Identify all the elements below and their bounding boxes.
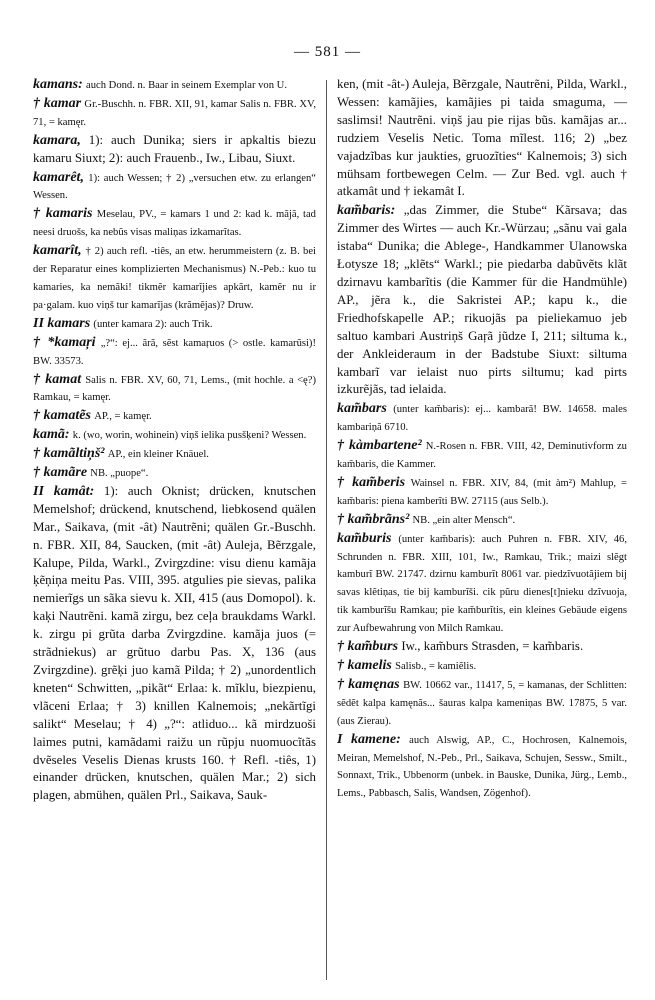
entry-headword: kam̃buris [337, 530, 392, 546]
entry-headword: † kam̃brãns² [337, 511, 410, 527]
entry-headword: † kamãltiņš² [33, 446, 105, 462]
entry-headword: II kamars [33, 315, 91, 331]
entry-headword: † kamelis [337, 658, 392, 673]
entry-headword: † kamatẽs [33, 408, 91, 424]
dictionary-entry [33, 242, 316, 314]
dictionary-entry [33, 371, 316, 407]
dictionary-entry [337, 437, 627, 473]
dictionary-entry [33, 76, 316, 94]
page-number: — 581 — [294, 44, 361, 60]
entry-headword: kamarît, [33, 243, 82, 259]
entry-text: 1): auch Dunika; siers ir apkaltis biezu kamaru Siuxt; 2): auch Frauenb., Iw., Libau, Siuxt. [33, 132, 316, 165]
entry-text: „?“: ej... ãrã, sẽst kamaŗuos (> ostle. kamarũsi)! BW. 33573. [33, 337, 316, 367]
dictionary-entry [33, 334, 316, 370]
entry-headword: † kam̃burs [337, 639, 399, 655]
entry-headword: † *kamaŗi [33, 334, 96, 350]
dictionary-entry [337, 474, 627, 510]
dictionary-entry [33, 95, 316, 131]
entry-headword: I kamene: [337, 731, 401, 747]
dictionary-entry [33, 407, 316, 425]
entry-text: Salis n. FBR. XV, 60, 71, Lems., (mit hochle. a <ę?) Ramkau, = kamęr. [33, 374, 316, 404]
entry-headword: † kamãre [33, 465, 88, 481]
dictionary-entry [337, 676, 627, 730]
dictionary-entry [33, 132, 316, 168]
entry-headword: † kamęnas [337, 676, 400, 692]
entry-text: 1): auch Wessen; † 2) „versuchen etw. zu erlangen“ Wessen. [33, 172, 316, 202]
entry-text: auch Alswig, AP., C., Hochrosen, Kalnemois, Meiran, Memelshof, N.-Peb., Prl., Saikava, Schujen, Sessw., Smilt., Sonnaxt, Trik., Ubbenorm (unbek. in Bauske, Dunika, Jürg., Lemb., Lems., Pabbasch, Salis, Wandsen, Zögenhof). [337, 734, 627, 800]
entry-text: Meselau, PV., = kamars 1 und 2: kad k. mãjã, tad neesi druošs, ka nebũs visas maliņas izkamarĩtas. [33, 209, 316, 239]
entry-headword: II kamât: [33, 483, 95, 499]
entry-text: Wainsel n. FBR. XIV, 84, (mit àm²) Mahlup, = kam̃baris: piena kamberĩti BW. 27115 (aus Selb.). [337, 477, 627, 507]
entry-text: Salisb., = kamiẽlis. [395, 661, 477, 672]
left-column [33, 76, 316, 806]
dictionary-entry [33, 169, 316, 205]
entry-headword: † kamar [33, 95, 82, 111]
dictionary-entry [337, 638, 627, 656]
entry-text: auch Dond. n. Baar in seinem Exemplar von U. [86, 80, 287, 91]
entry-text: Gr.-Buschh. n. FBR. XII, 91, kamar Salis n. FBR. XV, 71, = kamęr. [33, 98, 316, 128]
entry-headword: kamarêt, [33, 169, 84, 185]
dictionary-entry [33, 445, 316, 463]
entry-text: BW. 10662 var., 11417, 5, = kamanas, der Schlitten: sẽdẽt kalpa kamęnãs... šauras kalpa kameniņas BW. 17875, 5 var. (aus Zierau). [337, 679, 628, 727]
entry-headword: † kam̃beris [337, 474, 406, 490]
entry-headword: kamã: [33, 427, 70, 443]
entry-text: 1): auch Oknist; drücken, knutschen Memelshof; drückend, knutschend, liebkosend quälen Mar., Saikava, (mit -ât) Nautrẽni; quälen Gr.-Buschh. n. FBR. XII, 84, Saucken, (mit -ât) Auleja, Bẽrzgale, Kalupe, Pilda, Warkl., Zvirgzdine: visu dienu kamãja ķẽņiņa meitu Pas. VIII, 395. atgulies pie sievas, palika nemierĩgs un sãka sievu k. XII, 415 (aus Domopol). k. kaķi Nautrẽni. kamã zirgu, bez ceļa braukdams Warkl. k. zirgu pi grũta darba Zvirgzdine. kamãja juos (= strãdniekus) ar grũtuo darbu Pas. X, 136 (aus Zvirgzdine). grẽķi juo kamã Pilda; † 2) „unordentlich kneten“ Schwitten, „pikãt“ Erlaa: k. mĩklu, biezpienu, vlãceni Erlaa; † 3) knillen Kalnemois; „nekãrtĩgi salikt“ Meselau; † 4) „?“: atliduo... kã mirdzuoši laimes putni, kamãdami raižu un rũpju nuomuocĩtãs dvẽseles Veselis Dienas krusts 160. † Refl. -tiês, 1) einander drücken, knutschen, quälen Mar.; 2) sich plagen, abmühen, quälen Prl., Saikava, Sauk- [33, 483, 316, 803]
dictionary-entry [33, 483, 316, 805]
column-divider [326, 80, 327, 980]
right-column [337, 76, 627, 803]
entry-text: N.-Rosen n. FBR. VIII, 42, Deminutivform zu kam̃baris, die Kammer. [337, 441, 627, 471]
entry-headword: kam̃baris: [337, 203, 396, 219]
entry-headword: kamans: [33, 77, 83, 92]
dictionary-entry [337, 76, 627, 201]
entry-text: AP., ein kleiner Knäuel. [107, 449, 209, 461]
entry-text: (unter kam̃baris): auch Puhren n. FBR. XIV, 46, Schrunden n. FBR. XIII, 101, Iw., Ramkau, Trik.; maizi slẽgt kamburĩ BW. 21747. dzirnu kamburĩt 8061 var. piedzĩvuotãjiem bij savas klẽtiņas, tie bij kamburĩši. cik pũru dienes[t]nieku dzĩvuoja, tik kamburĩšu Ramkau; pie kam̃burĩtis, ein kleines Gebäude eigens zur Aufbewahrung von Milch Ramkau. [337, 533, 627, 635]
dictionary-entry [337, 202, 627, 399]
entry-text: AP., = kamęr. [94, 411, 152, 423]
entry-text: (unter kamara 2): auch Trik. [93, 318, 213, 330]
dictionary-entry [337, 511, 627, 529]
entry-headword: † kàmbartene² [337, 438, 422, 454]
entry-text: NB. „ein alter Mensch“. [412, 514, 516, 526]
dictionary-entry [33, 205, 316, 241]
dictionary-entry [33, 464, 316, 482]
entry-headword: † kamaris [33, 206, 93, 222]
entry-text: † 2) auch refl. -tiês, an etw. herummeistern (z. B. bei der Reparatur eines komplizierten Mechanismus) N.-Peb.: kuo tu kamaries, ka nemãki! tikmẽr kamarĩjies apkãrt, kamẽr nu ir pa·galam. kuo viņš tur kamarĩjas (krãmẽjas)? Druw. [33, 246, 316, 311]
dictionary-entry [33, 426, 316, 444]
entry-text: „das Zimmer, die Stube“ Kãrsava; das Zimmer des Wirtes — auch Kr.-Würzau; „sãnu vai gala istaba“ Dunika; die Ablege-, Handkammer Ulanowska Łotysze 18; „klẽts“ Warkl.; pie piedarba dabũvẽts klãt dzirnavu kambarĩtis (die Kammer für die Handmühle) AP., jẽra k., die Sakristei AP.; kapu k., die Friedhofskapelle AP.; rikuojãs pa pieliekamuo jeb saltuo kambari Austriņš Gaŗã jũdze I, 211; siltuma k., der Ankleideraum in der Badstube Siuxt: siltuma kambarĩ var ielaist nuo pirts siltumu; kad pirts izkurẽjãs, tad ielaida. [337, 203, 627, 397]
entry-text: k. (wo, worin, wohinein) viņš ielika pusšķeni? Wessen. [72, 430, 307, 442]
dictionary-entry [337, 731, 627, 803]
entry-headword: kamara, [33, 132, 81, 148]
dictionary-entry [337, 530, 627, 637]
entry-headword: † kamat [33, 371, 82, 387]
dictionary-entry [337, 400, 627, 436]
dictionary-entry [337, 657, 627, 675]
dictionary-entry [33, 315, 316, 333]
entry-text: Iw., kam̃burs Strasden, = kam̃baris. [401, 639, 584, 654]
entry-text: (unter kam̃baris): ej... kambarã! BW. 14658. males kambariņã 6710. [337, 404, 627, 434]
entry-text: ken, (mit -ât-) Auleja, Bẽrzgale, Nautrẽni, Pilda, Warkl., Wessen: kamãjies, kamãjies pi taida smaguma, — saslimsi! Nautrẽni. viņš jau pie rijas bũs. kamãjas ar... rudziem Veselis Netic. Toma mĩlest. 116; 2) „bez vajadzĩbas kur jaukties, gruozĩties“ Kalnemois; 3) sich mühsam fortbewegen Celm. — Zur Bed. vgl. auch † atkamât und † iekamât I. [337, 77, 627, 199]
entry-text: NB. „puope“. [90, 468, 149, 480]
entry-headword: kam̃bars [337, 401, 387, 417]
